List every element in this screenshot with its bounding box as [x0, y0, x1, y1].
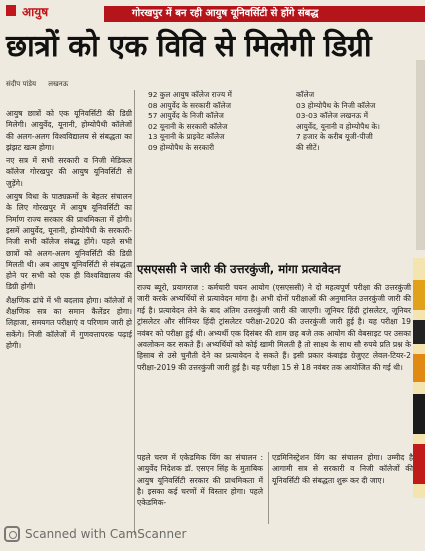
column-divider: [134, 90, 135, 535]
paragraph: आयुष विधा के पाठ्यक्रमों के बेहतर संचालन के लिए गोरखपुर में आयुष यूनिवर्सिटी का निर्माण राज्य सरकार की प्राथमिकता में होगी। इसमें आयुर्वेद, यूनानी, होम्योपैथी के सरकारी-निजी सभी कॉलेज संबद्ध होंगे। पहले सभी छात्रों को अलग-अलग यूनिवर्सिटी की डिग्री मिलती थी। अब आयुष यूनिवर्सिटी से संबद्धता होने पर सभी को एक ही विश्वविद्यालय की डिग्री होगी।: [6, 192, 132, 292]
fact-item: 08 आयुर्वेद के सरकारी कॉलेज: [148, 100, 231, 110]
fact-item: की सीटें।: [296, 142, 320, 152]
fact-item: 09 होम्योपैथ के सरकारी: [148, 142, 215, 152]
fact-item: आयुर्वेद, यूनानी व होम्योपैथ के।: [296, 121, 380, 131]
fact-item: कॉलेज: [296, 90, 315, 99]
story-column-1: [6, 108, 132, 353]
fact-item: 92 कुल आयुष कॉलेज राज्य में: [148, 90, 232, 99]
side-advertisement: [413, 258, 425, 498]
paragraph: नए सत्र में सभी सरकारी व निजी मेडिकल कॉलेज गोरखपुर की आयुष यूनिवर्सिटी से जुड़ेंगे।: [6, 156, 132, 188]
fact-item: 13 यूनानी के प्राइवेट कॉलेज: [148, 132, 225, 142]
main-headline: छात्रों को एक विवि से मिलेगी डिग्री: [6, 29, 372, 64]
strap-line: गोरखपुर में बन रही आयुष यूनिवर्सिटी से होंगे संबद्ध: [104, 6, 425, 22]
story2-body: राज्य ब्यूरो, प्रयागराज : कर्मचारी चयन आयोग (एसएससी) ने दो महत्वपूर्ण परीक्षा की उत्तरकुंजी जारी करके अभ्यर्थियों से प्रत्यावेदन मांगा है। अभी दोनों परीक्षाओं की अनुमानित उत्तरकुंजी जारी की गई है। प्रत्यावेदन लेने के बाद अंतिम उत्तरकुंजी जारी की जाएगी। जूनियर हिंदी ट्रांसलेटर, जूनियर ट्रांसलेटर और सीनियर हिंदी ट्रांसलेटर परीक्षा-2020 की उत्तरकुंजी जारी हुई है। यह परीक्षा 19 नवंबर को परीक्षा हुई थी। अभ्यर्थी एक दिसंबर की शाम छह बजे तक आयोग की वेबसाइट पर उसका अवलोकन कर सकते हैं। अभ्यर्थियों को कोई खामी मिलती है तो साक्ष्य के साथ सौ रुपये प्रति प्रश्न के हिसाब से उसे चुनौती देने का प्रत्यावेदन दे सकते हैं। इसी प्रकार कंबाइंड ग्रेजुएट लेवल-टियर-2 परीक्षा-2019 की उत्तरकुंजी जारी हुई है। यह परीक्षा 15 से 18 नवंबर तक आयोजित की गई थी।: [137, 283, 411, 372]
column-divider: [268, 452, 269, 524]
scanner-watermark: [4, 523, 186, 545]
camscanner-icon: [4, 526, 20, 542]
kicker-marker: [6, 5, 16, 16]
section-kicker: आयुष: [22, 5, 49, 19]
story-column-4: एडमिनिस्ट्रेशन विंग का संचालन होगा। उम्मीद है आगामी सत्र से सरकारी व निजी कॉलेजों की यूनिवर्सिटी की संबद्धता शुरू कर दी जाए।: [272, 453, 413, 485]
byline: [6, 80, 146, 89]
story-column-3: पहले चरण में एकेडमिक विंग का संचालन : आयुर्वेद निदेशक डॉ. एसएन सिंह के मुताबिक आयुष यूनिवर्सिटी सरकार की प्राथमिकता में है। इसका कई चरणों में विस्तार होगा। पहले एकेडमिक-: [137, 453, 263, 508]
top-strip: [0, 0, 425, 24]
byline-place: लखनऊ: [48, 80, 69, 88]
paragraph: शैक्षणिक ढांचे में भी बदलाव होगा। कॉलेजों में शैक्षणिक सत्र का समान कैलेंडर होगा। लिहाजा, समयगत परीक्षाएं व परिणाम जारी हो सकेंगे। निजी कॉलेजों में गुणवत्तापरक पढ़ाई होगी।: [6, 295, 132, 350]
facts-list-right: [296, 90, 418, 154]
fact-item: 57 आयुर्वेद के निजी कॉलेज: [148, 111, 224, 121]
fact-item: 7 हजार के करीब यूजी-पीजी: [296, 132, 373, 142]
story2-headline: एसएससी ने जारी की उत्तरकुंजी, मांगा प्रत्यावेदन: [137, 262, 341, 276]
byline-author: संदीप पांडेय: [6, 80, 37, 88]
facts-list-left: [148, 90, 300, 154]
fact-item: 02 यूनानी के सरकारी कॉलेज: [148, 121, 228, 131]
fact-item: 03 होम्योपैथ के निजी कॉलेज: [296, 100, 376, 110]
watermark-text: Scanned with CamScanner: [25, 527, 187, 541]
fact-item: 03-03 कॉलेज लखनऊ में: [296, 111, 368, 121]
paragraph: आयुष छात्रों को एक यूनिवर्सिटी की डिग्री मिलेगी। आयुर्वेद, यूनानी, होम्योपैथी कॉलेजों की अलग-अलग विश्वविद्यालय से संबद्धता का झंझट खत्म होगा।: [6, 109, 132, 152]
adjacent-page-edge: [416, 60, 425, 250]
